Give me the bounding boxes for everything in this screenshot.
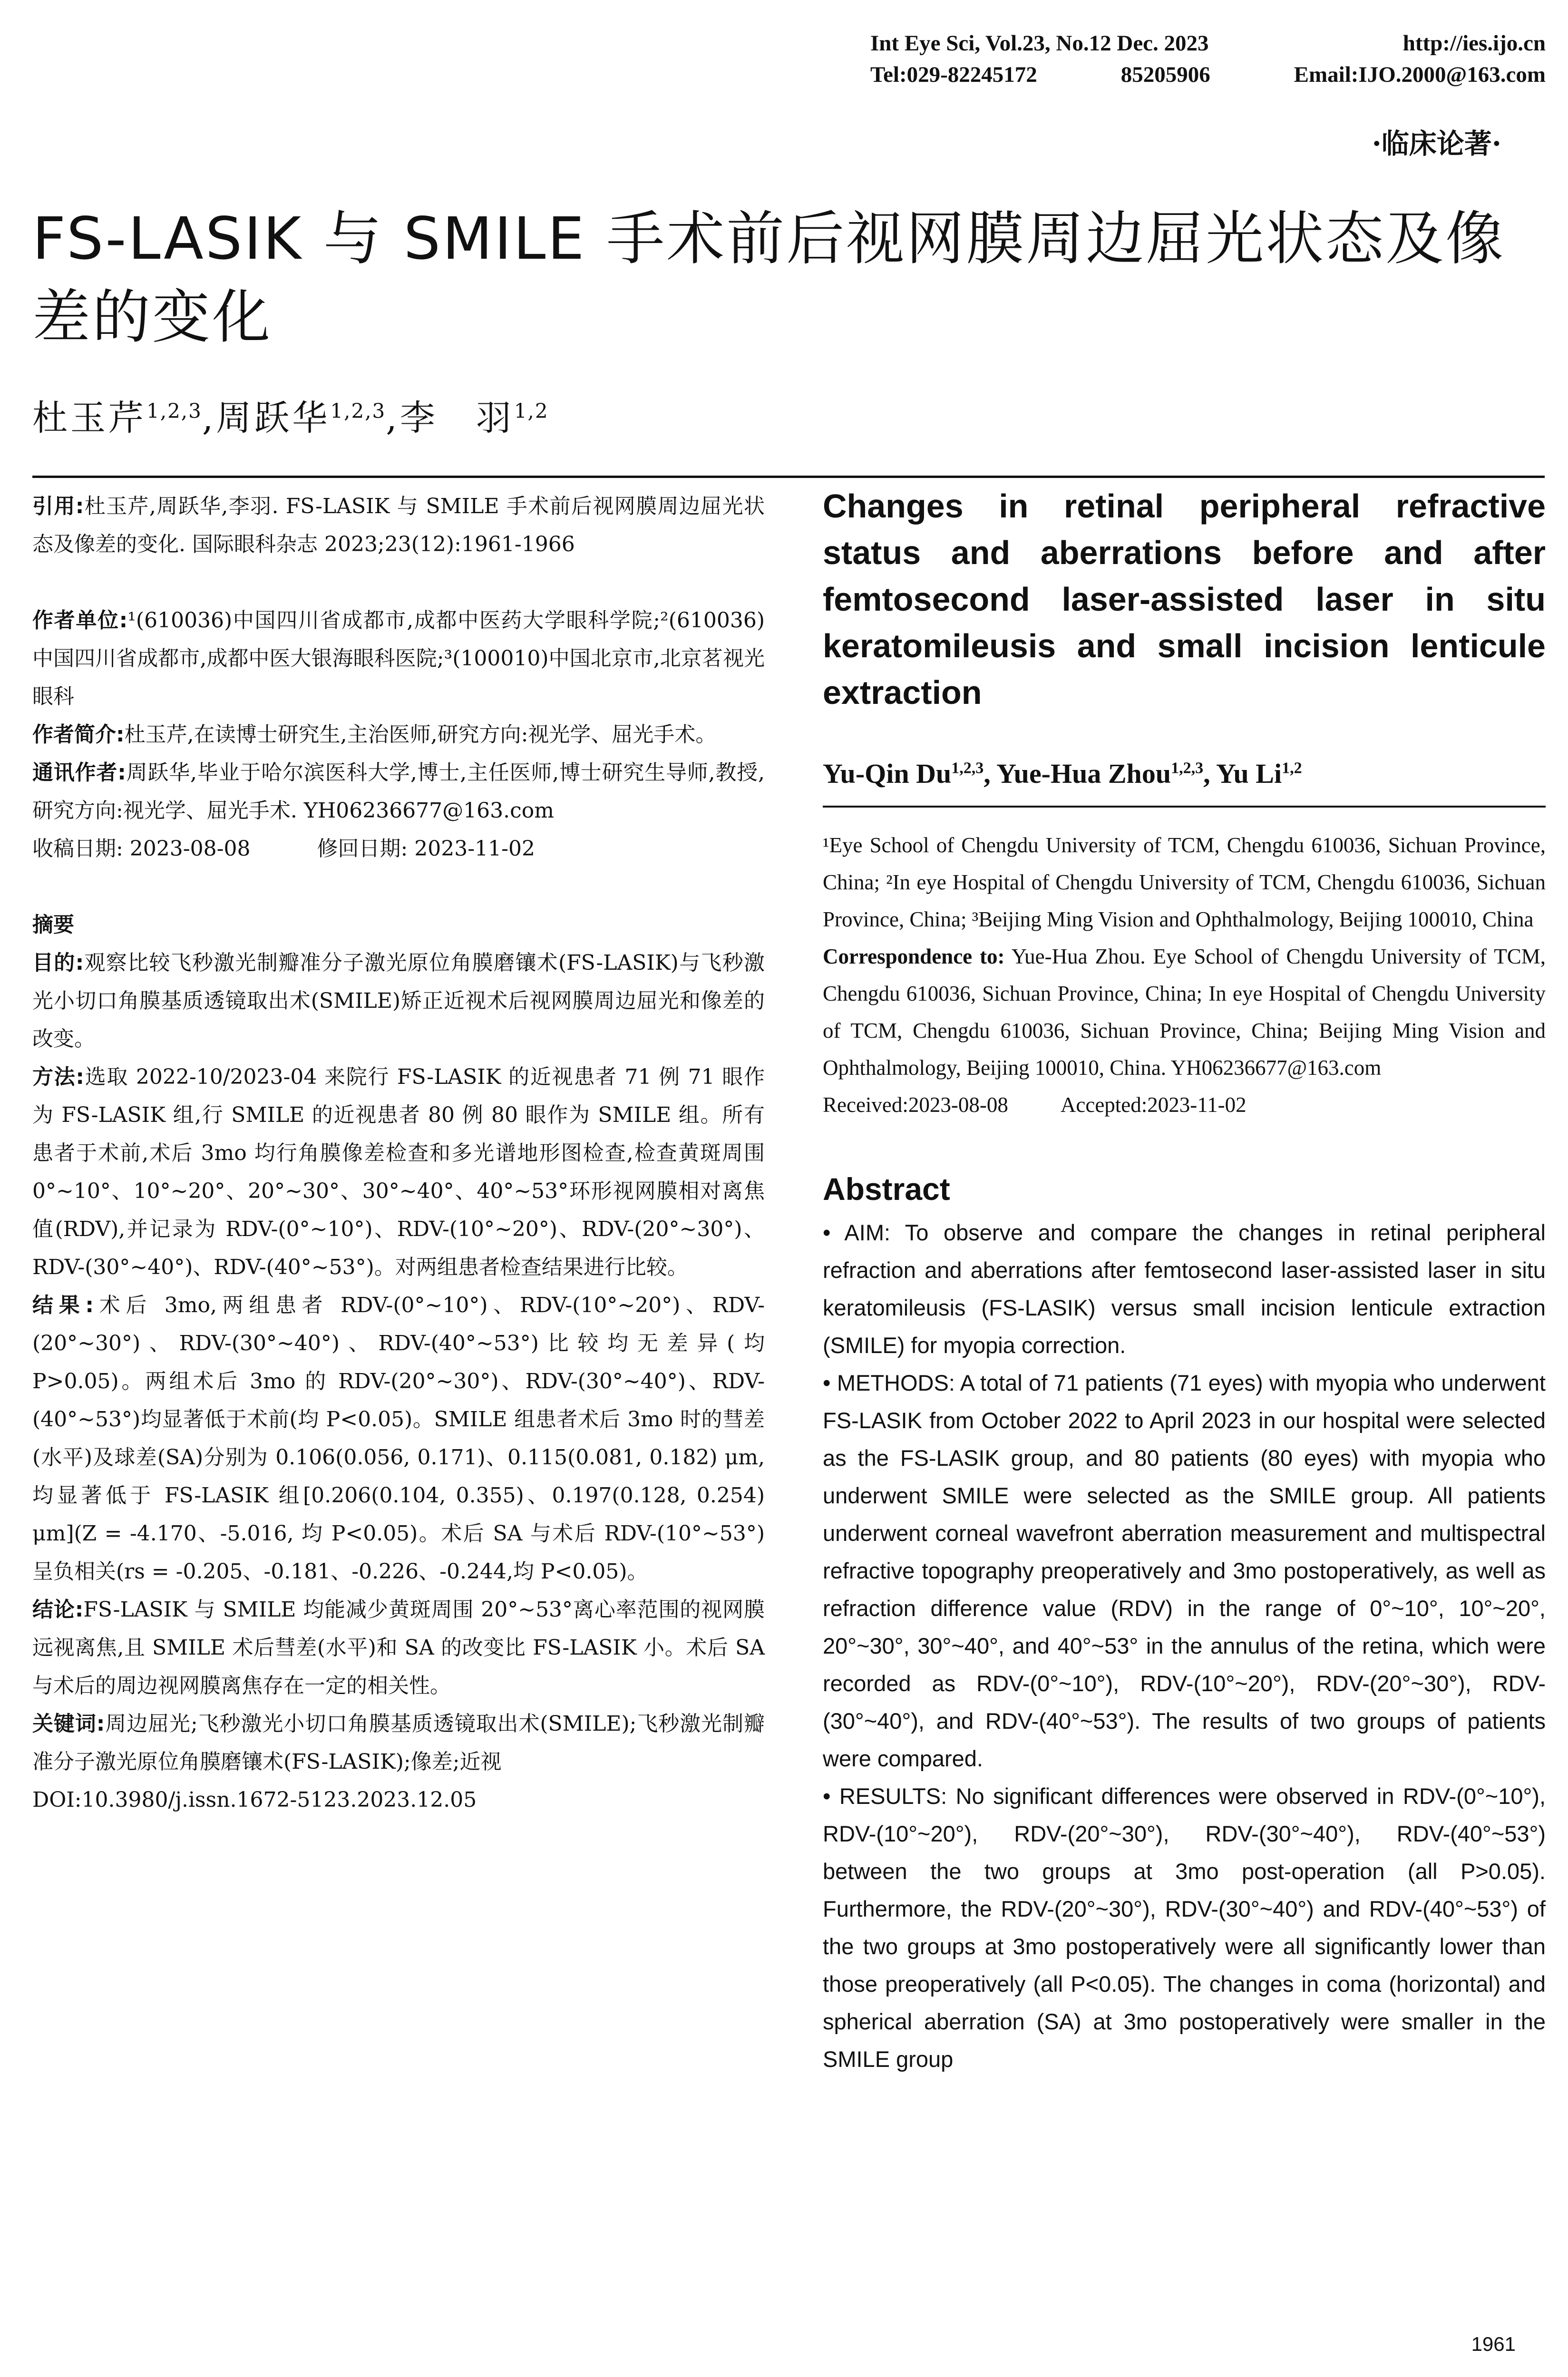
abstract-body-en	[823, 1214, 1546, 2078]
page-number: 1961	[1471, 2333, 1516, 2355]
dates-en	[823, 1086, 1546, 1123]
abstract-results-cn: 结果:术后 3mo,两组患者 RDV-(0°~10°)、RDV-(10°~20°)、RDV-(20°~30°)、RDV-(30°~40°)、RDV-(40°~53°)比较均无差异(均 P>0.05)。两组术后 3mo 的 RDV-(20°~30°)、RDV-(30°~40°)、RDV-(40°~53°)均显著低于术前(均 P<0.05)。SMILE 组患者术后 3mo 时的彗差(水平)及球差(SA)分别为 0.106(0.056, 0.171)、0.115(0.081, 0.182) μm, 均显著低于 FS-LASIK 组[0.206(0.104, 0.355)、0.197(0.128, 0.254) μm](Z = -4.170、-5.016, 均 P<0.05)。术后 SA 与术后 RDV-(10°~53°)呈负相关(rs = -0.205、-0.181、-0.226、-0.244,均 P<0.05)。	[32, 1293, 765, 1584]
authors-en: Yu-Qin Du$^{1,2,3}$, Yue-Hua Zhou$^{1,2,3}$, Yu Li$^{1,2}$	[823, 758, 1302, 789]
paper-title-en: Changes in retinal peripheral refractive status and aberrations before and after femtosecond laser-assisted laser in situ keratomileusis and small incision lenticule extraction	[823, 487, 1546, 711]
divider	[823, 806, 1546, 808]
author-cn: 杜玉芹	[32, 398, 146, 438]
journal-tel2: 85205906	[1120, 62, 1210, 87]
author-en: Yu Li	[1216, 758, 1282, 789]
abstract-heading-cn: 摘要	[32, 913, 74, 937]
divider	[32, 476, 1545, 478]
affiliation-en: ¹Eye School of Chengdu University of TCM, Chengdu 610036, Sichuan Province, China; ²In eye Hospital of Chengdu University of TCM, Chengdu 610036, Sichuan Province, China; ³Beijing Ming Vision and Ophthalmology, Beijing 100010, China	[823, 833, 1546, 931]
received-date-en: Received:2023-08-08	[823, 1093, 1008, 1117]
author-affil: 1,2,3	[1171, 759, 1204, 777]
accepted-date-en: Accepted:2023-11-02	[1060, 1093, 1247, 1117]
affiliation-cn: 作者单位:¹(610036)中国四川省成都市,成都中医药大学眼科学院;²(610036)中国四川省成都市,成都中医大银海眼科医院;³(100010)中国北京市,北京茗视光眼科	[32, 608, 765, 709]
abstract-aim-en: • AIM: To observe and compare the changes in retinal peripheral refraction and aberrations after femtosecond laser-assisted laser in situ keratomileusis (FS-LASIK) versus small incision lenticule extraction (SMILE) for myopia correction.	[823, 1220, 1546, 1358]
journal-email[interactable]: Email:IJO.2000@163.com	[1294, 62, 1546, 87]
keywords-cn: 关键词:周边屈光;飞秒激光小切口角膜基质透镜取出术(SMILE);飞秒激光制瓣准分子激光原位角膜磨镶术(FS-LASIK);像差;近视	[32, 1712, 765, 1774]
abstract-heading-en: Abstract	[823, 1171, 950, 1207]
author-affil: 1,2,3	[951, 759, 984, 777]
author-en: Yu-Qin Du	[823, 758, 952, 789]
author-cn: 李 羽	[399, 398, 514, 438]
dates-cn	[32, 830, 765, 868]
journal-tel: Tel:029-82245172	[870, 62, 1037, 87]
doi[interactable]: DOI:10.3980/j.issn.1672-5123.2023.12.05	[32, 1788, 477, 1812]
author-bio: 作者简介:杜玉芹,在读博士研究生,主治医师,研究方向:视光学、屈光手术。	[32, 722, 717, 747]
author-affil: 1,2,3	[146, 399, 202, 423]
revised-date-cn: 修回日期: 2023-11-02	[317, 837, 535, 861]
affiliation-en-block	[823, 827, 1546, 1123]
correspondence-cn: 通讯作者:周跃华,毕业于哈尔滨医科大学,博士,主任医师,博士研究生导师,教授,研究方向:视光学、屈光手术. YH06236677@163.com	[32, 760, 765, 823]
author-affil: 1,2	[1282, 759, 1302, 777]
received-date-cn: 收稿日期: 2023-08-08	[32, 837, 251, 861]
abstract-methods-en: • METHODS: A total of 71 patients (71 eyes) with myopia who underwent FS-LASIK from October 2022 to April 2023 in our hospital were selected as the FS-LASIK group, and 80 patients (80 eyes) with myopia who underwent SMILE were selected as the SMILE group. All patients underwent corneal wavefront aberration measurement and multispectral refractive topography preoperatively and 3mo postoperatively, as well as refraction difference value (RDV) in the range of 0°~10°, 10°~20°, 20°~30°, 30°~40°, and 40°~53° in the annulus of the retina, which were recorded as RDV-(0°~10°), RDV-(10°~20°), RDV-(20°~30°), RDV-(30°~40°), and RDV-(40°~53°). The results of two groups of patients were compared.	[823, 1370, 1546, 1771]
abstract-conclusion-cn: 结论:FS-LASIK 与 SMILE 均能减少黄斑周围 20°~53°离心率范围的视网膜远视离焦,且 SMILE 术后彗差(水平)和 SA 的改变比 FS-LASIK 小。术后 SA 与术后的周边视网膜离焦存在一定的相关性。	[32, 1598, 765, 1698]
journal-url[interactable]: http://ies.ijo.cn	[1402, 31, 1546, 56]
author-affil: 1,2,3	[330, 399, 386, 423]
abstract-aim-cn: 目的:观察比较飞秒激光制瓣准分子激光原位角膜磨镶术(FS-LASIK)与飞秒激光小切口角膜基质透镜取出术(SMILE)矫正近视术后视网膜周边屈光和像差的改变。	[32, 951, 765, 1051]
abstract-methods-cn: 方法:选取 2022-10/2023-04 来院行 FS-LASIK 的近视患者 71 例 71 眼作为 FS-LASIK 组,行 SMILE 的近视患者 80 例 80 眼作为 SMILE 组。所有患者于术前,术后 3mo 均行角膜像差检查和多光谱地形图检查,检查黄斑周围 0°~10°、10°~20°、20°~30°、30°~40°、40°~53°环形视网膜相对离焦值(RDV),并记录为 RDV-(0°~10°)、RDV-(10°~20°)、RDV-(20°~30°)、RDV-(30°~40°)、RDV-(40°~53°)。对两组患者检查结果进行比较。	[32, 1065, 765, 1279]
section-tag: ·临床论著·	[1372, 127, 1501, 160]
right-column	[823, 483, 1546, 2078]
running-header	[870, 28, 1546, 90]
author-affil: 1,2	[514, 399, 549, 423]
author-cn: 周跃华	[216, 398, 331, 438]
authors-cn: 杜玉芹$^{1,2,3}$,周跃华$^{1,2,3}$,李 羽$^{1,2}$	[32, 398, 549, 438]
author-en: Yue-Hua Zhou	[996, 758, 1171, 789]
journal-citation: Int Eye Sci, Vol.23, No.12 Dec. 2023	[870, 31, 1209, 56]
correspondence-en: Correspondence to: Yue-Hua Zhou. Eye School of Chengdu University of TCM, Chengdu 610036, Sichuan Province, China; In eye Hospital of Chengdu University of TCM, Chengdu 610036, Sichuan Province, China; Beijing Ming Vision and Ophthalmology, Beijing 100010, China. YH06236677@163.com	[823, 945, 1546, 1080]
left-column	[32, 487, 765, 1819]
citation-block: 引用:杜玉芹,周跃华,李羽. FS-LASIK 与 SMILE 手术前后视网膜周边屈光状态及像差的变化. 国际眼科杂志 2023;23(12):1961-1966	[32, 494, 765, 556]
abstract-results-en: • RESULTS: No significant differences were observed in RDV-(0°~10°), RDV-(10°~20°), RDV-(20°~30°), RDV-(30°~40°), RDV-(40°~53°) between the two groups at 3mo post-operation (all P>0.05). Furthermore, the RDV-(20°~30°), RDV-(30°~40°) and RDV-(40°~53°) of the two groups at 3mo postoperatively were all significantly lower than those preoperatively (all P<0.05). The changes in coma (horizontal) and spherical aberration (SA) at 3mo postoperatively were smaller in the SMILE group	[823, 1783, 1546, 2072]
paper-title-cn: FS-LASIK 与 SMILE 手术前后视网膜周边屈光状态及像差的变化	[32, 205, 1506, 351]
